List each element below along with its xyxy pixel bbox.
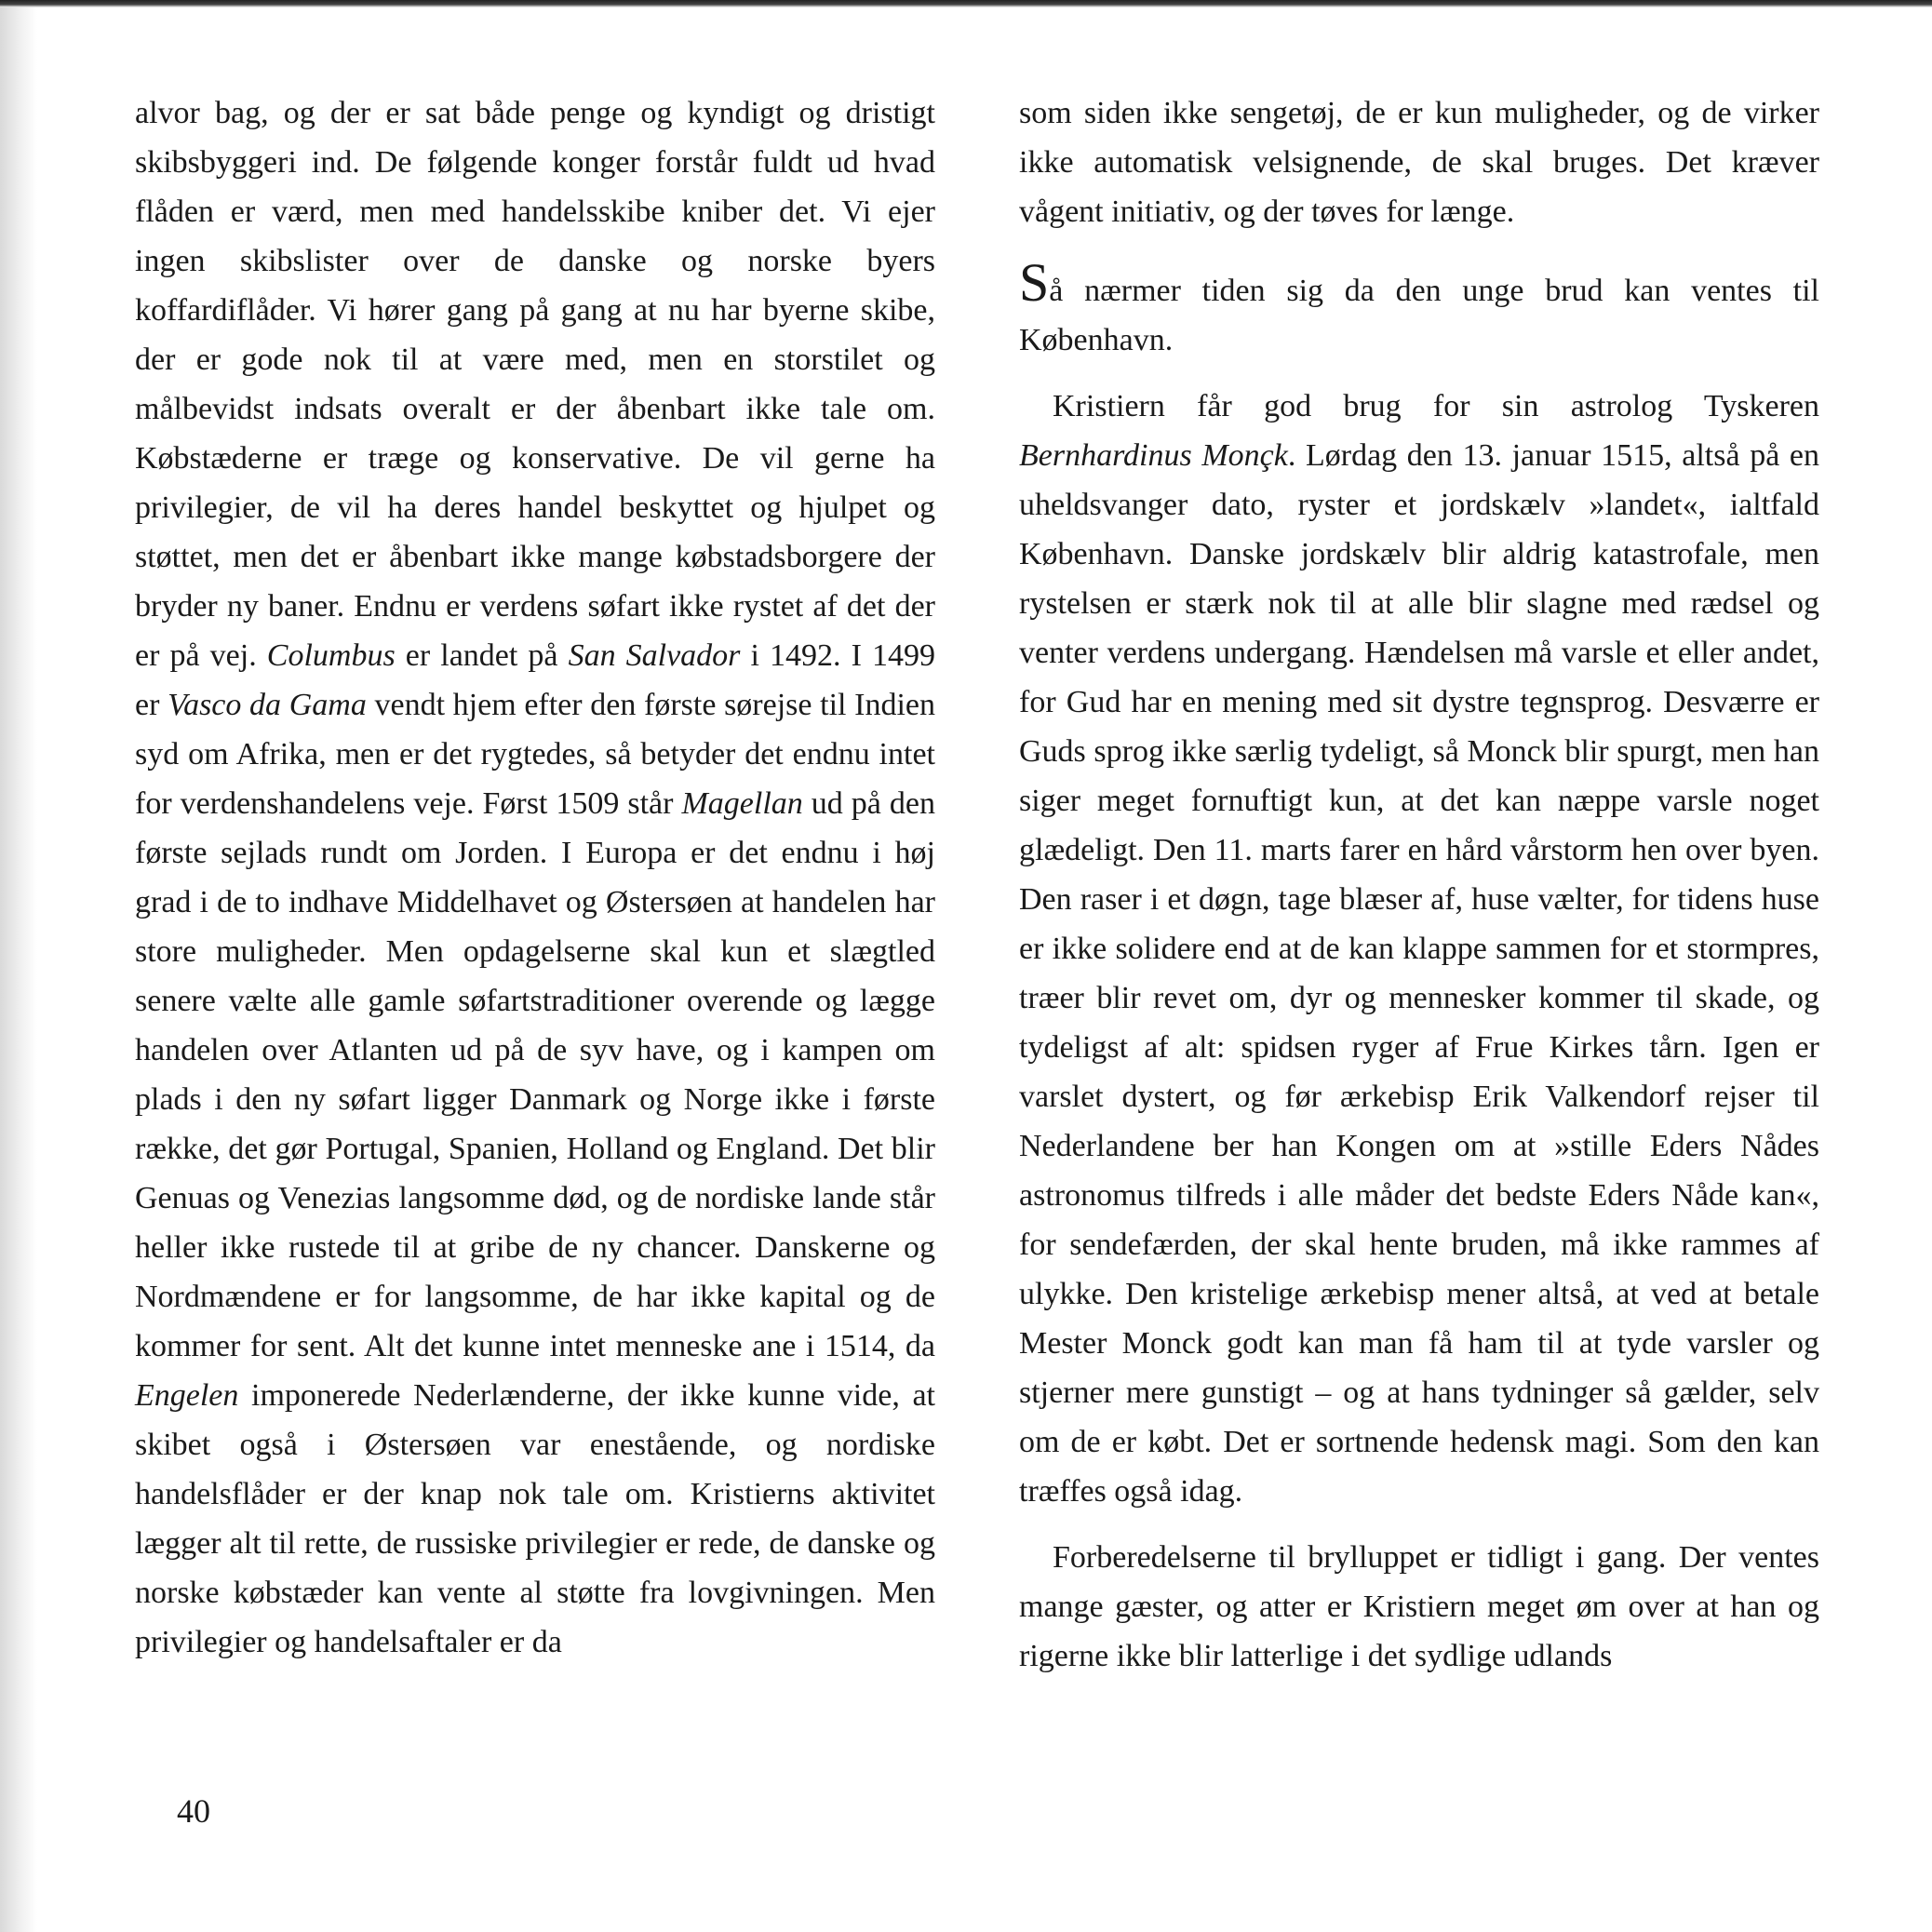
- text-run: imponerede Nederlænderne, der ikke kunne vide, at skibet også i Østersøen var enestående, og nordiske handelsflåder er der knap nok tale om. Kristierns aktivitet lægger alt til rette, de russiske privilegier er rede, de danske og norske købstæder kan vente al støtte fra lovgivningen. Men privilegier og handelsaftaler er da: [135, 1378, 935, 1659]
- right-paragraph-4: Forberedelserne til brylluppet er tidligt i gang. Der ventes mange gæster, og atter er Kristiern meget øm over at han og rigerne ikke blir latterlige i det sydlige udlands: [1019, 1540, 1819, 1673]
- italic-name: Vasco da Gama: [168, 688, 367, 722]
- drop-cap: S: [1019, 252, 1050, 313]
- text-run: er landet på: [395, 638, 569, 673]
- text-run: . Lørdag den 13. januar 1515, altså på en uheldsvanger dato, ryster et jordskælv »landet«, ialtfald København. Danske jordskælv blir aldrig katastrofale, men rystelsen er stærk nok til at alle blir slagne med rædsel og venter verdens undergang. Hændelsen må varsle et eller andet, for Gud har en mening med sit dystre tegnsprog. Desværre er Guds sprog ikke særlig tydeligt, så Monck blir spurgt, men han siger meget fornuftigt kun, at det kan næppe varsle noget glædeligt. Den 11. marts farer en hård vårstorm hen over byen. Den raser i et døgn, tage blæser af, huse vælter, for tidens huse er ikke solidere end at de kan klappe sammen for et stormpres, træer blir revet om, dyr og mennesker kommer til skade, og tydeligst af alt: spidsen ryger af Frue Kirkes tårn. Igen er varslet dystert, og før ærkebisp Erik Valkendorf rejser til Nederlandene ber han Kongen om at »stille Eders Nådes astronomus tilfreds i alle måder det bedste Eders Nåde kan«, for sendefærden, der skal hente bruden, må ikke rammes af ulykke. Den kristelige ærkebisp mener altså, at ved at betale Mester Monck godt kan man få ham til at tyde varsler og stjerner mere gunstigt – og at hans tydninger så gælder, selv om de er købt. Det er sortnende hedensk magi. Som den kan træffes også idag.: [1019, 438, 1819, 1509]
- page-number: 40: [177, 1792, 210, 1830]
- right-paragraph-2: [1019, 252, 1819, 365]
- text-run: ud på den første sejlads rundt om Jorden. I Europa er det endnu i høj grad i de to indhave Middelhavet og Østersøen at handelen har store muligheder. Men opdagelserne skal kun et slægtled senere vælte alle gamle søfartstraditioner overende og lægge handelen over Atlanten ud på de syv have, og i kampen om plads i den ny søfart ligger Danmark og Norge ikke i første række, det gør Portugal, Spanien, Holland og England. Det blir Genuas og Venezias langsomme død, og de nordiske lande står heller ikke rustede til at gribe de ny chancer. Danskerne og Nordmændene er for langsomme, de har ikke kapital og de kommer for sent. Alt det kunne intet menneske ane i 1514, da: [135, 786, 935, 1363]
- right-paragraph-3: [1019, 382, 1819, 1516]
- text-run: vendt hjem efter den første sørejse til Indien syd om Afrika, men er det rygtedes, så betyder det endnu intet for verdenshandelens veje. Først 1509 står: [135, 688, 935, 821]
- text-run: Kristiern får god brug for sin astrolog Tyskeren: [1053, 389, 1819, 423]
- italic-name: Columbus: [266, 638, 396, 673]
- italic-name: Bernhardinus Monçk: [1019, 438, 1288, 473]
- italic-name: Magellan: [681, 786, 803, 821]
- italic-name: San Salvador: [568, 638, 741, 673]
- left-column: [135, 88, 935, 1745]
- right-paragraph-1: som siden ikke sengetøj, de er kun muligheder, og de virker ikke automatisk velsignende, de skal bruges. Det kræver vågent initiativ, og der tøves for længe.: [1019, 96, 1819, 229]
- text-run: alvor bag, og der er sat både penge og kyndigt og dristigt skibsbyggeri ind. De følgende konger forstår fuldt ud hvad flåden er værd, men med handelsskibe kniber det. Vi ejer ingen skibslister over de danske og norske byers koffardiflåder. Vi hører gang på gang at nu har byerne skibe, der er gode nok til at være med, men en storstilet og målbevidst indsats overalt er der åbenbart ikke tale om. Købstæderne er træge og konservative. De vil gerne ha privilegier, de vil ha deres handel beskyttet og hjulpet og støttet, men det er åbenbart ikke mange købstadsborgere der bryder ny baner. Endnu er verdens søfart ikke rystet af det der er på vej.: [135, 96, 935, 673]
- page-top-edge: [0, 0, 1932, 7]
- right-column: [1019, 88, 1819, 1745]
- book-spread: [135, 88, 1819, 1745]
- binding-gutter: [0, 7, 37, 1932]
- left-paragraph: [135, 88, 935, 1667]
- text-run: i 1492. I 1499 er: [135, 638, 935, 722]
- italic-name: Engelen: [135, 1378, 239, 1413]
- text-run: å nærmer tiden sig da den unge brud kan ventes til København.: [1019, 274, 1819, 357]
